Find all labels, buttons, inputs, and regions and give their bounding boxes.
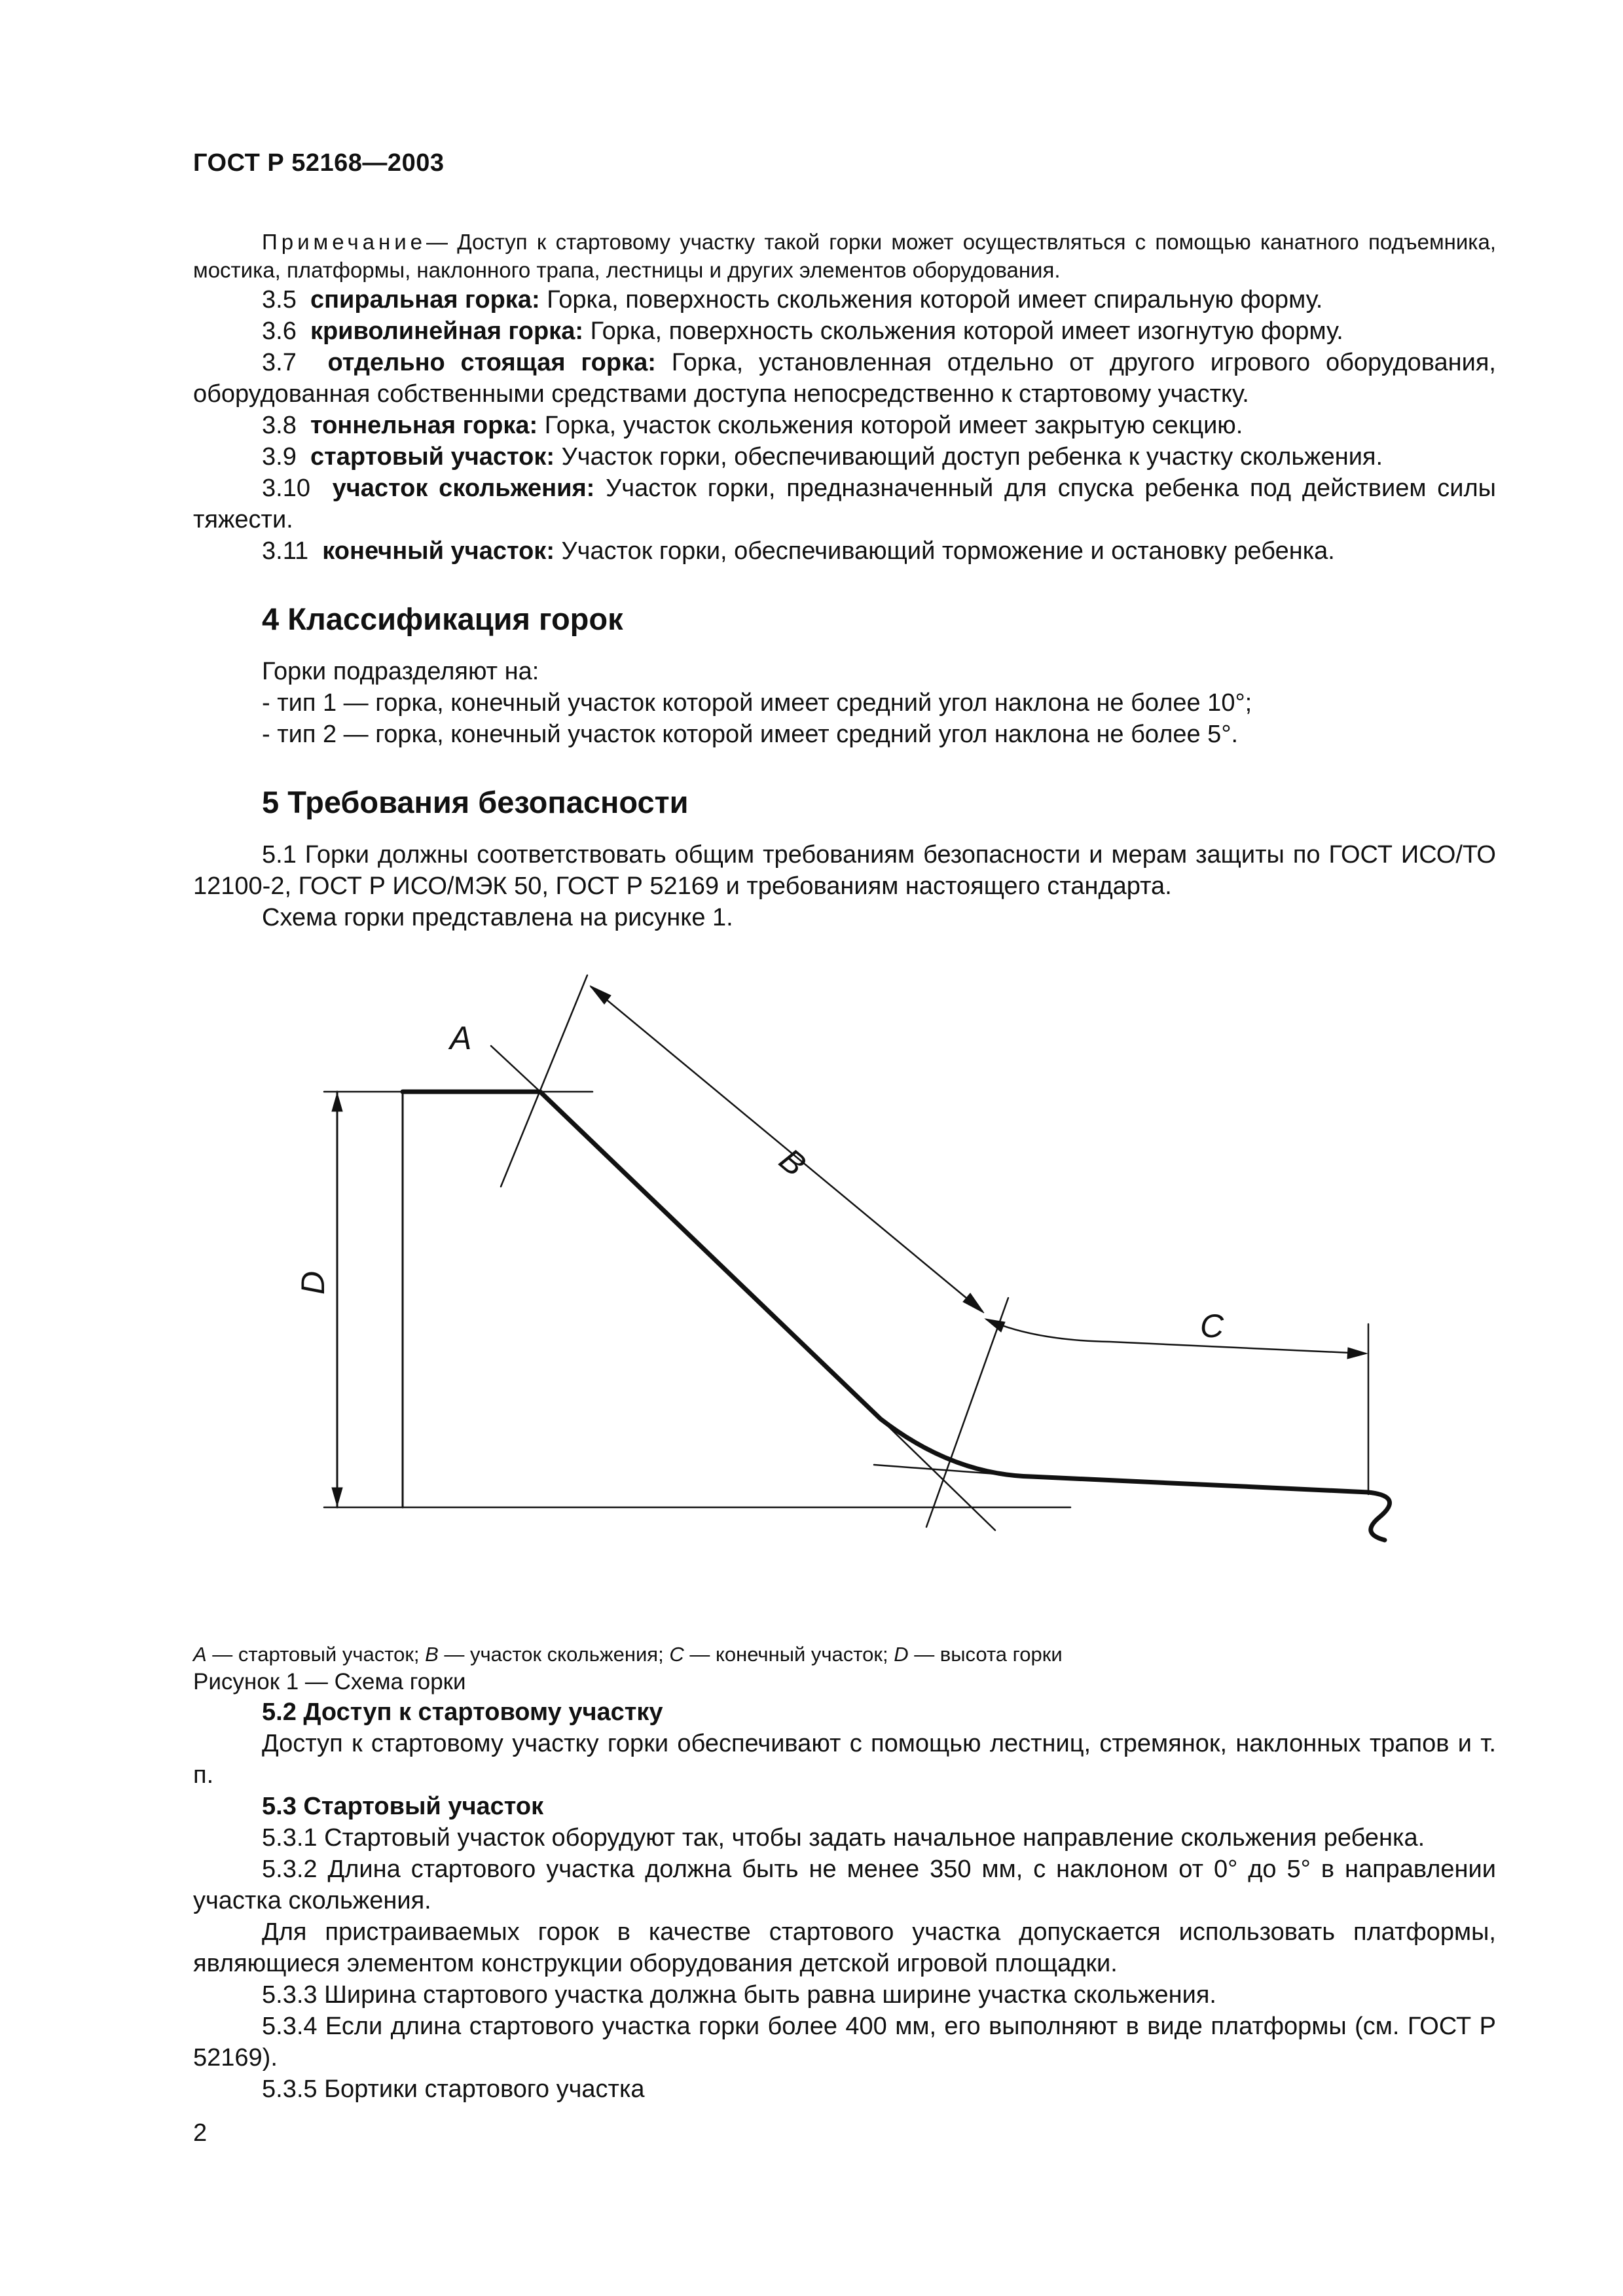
slide-surface bbox=[540, 1092, 1390, 1540]
definition-number: 3.7 bbox=[262, 349, 297, 376]
definition-term: конечный участок: bbox=[322, 537, 555, 565]
section-5-3-3: 5.3.3 Ширина стартового участка должна быть равна ширине участка скольжения. bbox=[262, 1981, 1216, 2009]
definition-term: отдельно стоящая горка: bbox=[327, 349, 656, 376]
figure-legend bbox=[193, 1641, 1496, 1668]
definition-text: Горка, установленная отдельно от другого игрового оборудования, оборудованная собственными средствами доступа непосредственно к стартовому участку. bbox=[193, 349, 1496, 408]
definition-text: Участок горки, обеспечивающий торможение и остановку ребенка. bbox=[561, 537, 1335, 565]
slide-diagram bbox=[193, 948, 1496, 1641]
runout-length-arrow-end bbox=[1347, 1348, 1367, 1359]
label-a: A bbox=[450, 1020, 472, 1056]
section-5-2-heading: 5.2 Доступ к стартовому участку bbox=[262, 1698, 663, 1726]
note-label: Примечание bbox=[262, 230, 427, 254]
legend-key: B bbox=[425, 1643, 439, 1666]
document-body bbox=[193, 228, 1496, 2105]
definition-text: Участок горки, обеспечивающий доступ ребенка к участку скольжения. bbox=[561, 443, 1383, 471]
section-4-item-type-2: - тип 2 — горка, конечный участок которой имеет средний угол наклона не более 5°. bbox=[262, 721, 1239, 748]
runout-length-dimension bbox=[987, 1319, 1365, 1354]
section-5-1-paragraph: 5.1 Горки должны соответствовать общим требованиям безопасности и мерам защиты по ГОСТ ИСО/ТО 12100-2, ГОСТ Р ИСО/МЭК 50, ГОСТ Р 52169 и требованиям настоящего стандарта. bbox=[193, 841, 1496, 900]
legend-text: — высота горки bbox=[908, 1643, 1063, 1666]
definition-term: криволинейная горка: bbox=[310, 317, 583, 345]
section-5-3-2-note: Для пристраиваемых горок в качестве стартового участка допускается использовать платформы, являющиеся элементом конструкции оборудования детской игровой площадки. bbox=[193, 1918, 1496, 1977]
height-arrow-top bbox=[332, 1093, 342, 1111]
section-4-intro: Горки подразделяют на: bbox=[262, 658, 539, 685]
runout-length-arrow-start bbox=[985, 1319, 1005, 1332]
definition-number: 3.9 bbox=[262, 443, 297, 471]
slide-diagram-figure bbox=[193, 948, 1496, 1641]
legend-text: — конечный участок; bbox=[684, 1643, 894, 1666]
legend-text: — участок скольжения; bbox=[438, 1643, 670, 1666]
section-5-heading: 5 Требования безопасности bbox=[262, 785, 689, 819]
definition-number: 3.10 bbox=[262, 475, 310, 502]
definition-term: стартовый участок: bbox=[310, 443, 555, 471]
definition-text: Горка, поверхность скольжения которой имеет спиральную форму. bbox=[547, 286, 1323, 314]
section-4-item-type-1: - тип 1 — горка, конечный участок которой имеет средний угол наклона не более 10°; bbox=[262, 689, 1252, 717]
height-arrow-bottom bbox=[332, 1488, 342, 1506]
section-4-heading: 4 Классификация горок bbox=[262, 601, 623, 636]
section-5-figure-reference: Схема горки представлена на рисунке 1. bbox=[262, 904, 733, 931]
label-b: B bbox=[772, 1141, 813, 1183]
section-5-3-1: 5.3.1 Стартовый участок оборудуют так, чтобы задать начальное направление скольжения ребенка. bbox=[262, 1824, 1425, 1852]
note-paragraph bbox=[193, 228, 1496, 284]
label-a-leader bbox=[491, 1046, 539, 1090]
section-5-3-4: 5.3.4 Если длина стартового участка горки более 400 мм, его выполняют в виде платформы (см. ГОСТ Р 52169). bbox=[193, 2013, 1496, 2072]
section-5-2-text: Доступ к стартовому участку горки обеспечивают с помощью лестниц, стремянок, наклонных трапов и т. п. bbox=[193, 1730, 1496, 1789]
definition-number: 3.6 bbox=[262, 317, 297, 345]
definition-3-11 bbox=[193, 535, 1496, 567]
start-marker-line bbox=[501, 975, 587, 1187]
section-5-3-2: 5.3.2 Длина стартового участка должна быть не менее 350 мм, с наклоном от 0° до 5° в направлении участка скольжения. bbox=[193, 1856, 1496, 1914]
slide-length-arrow-end bbox=[963, 1293, 984, 1313]
definition-3-8 bbox=[193, 410, 1496, 441]
figure-caption: Рисунок 1 — Схема горки bbox=[193, 1669, 466, 1695]
section-5-3-5: 5.3.5 Бортики стартового участка bbox=[262, 2075, 645, 2103]
definition-term: спиральная горка: bbox=[310, 286, 540, 314]
transition-marker-line bbox=[926, 1298, 1008, 1527]
legend-key: C bbox=[669, 1643, 684, 1666]
definition-text: Участок горки, предназначенный для спуска ребенка под действием силы тяжести. bbox=[193, 475, 1496, 533]
definition-3-6 bbox=[193, 315, 1496, 347]
definition-3-9 bbox=[193, 441, 1496, 473]
slide-extension-line bbox=[881, 1419, 995, 1530]
definition-text: Горка, участок скольжения которой имеет закрытую секцию. bbox=[544, 412, 1243, 439]
label-d: D bbox=[295, 1270, 331, 1295]
runout-extension-line bbox=[874, 1465, 1031, 1477]
label-c: C bbox=[1200, 1308, 1224, 1344]
page-number: 2 bbox=[193, 2119, 208, 2147]
legend-text: — стартовый участок; bbox=[206, 1643, 426, 1666]
note-text: — Доступ к стартовому участку такой горки может осуществляться с помощью канатного подъемника, мостика, платформы, наклонного трапа, лестницы и других элементов оборудования. bbox=[193, 230, 1496, 282]
definition-3-7 bbox=[193, 347, 1496, 410]
definition-3-10 bbox=[193, 473, 1496, 535]
document-header: ГОСТ Р 52168—2003 bbox=[193, 149, 445, 177]
definition-3-5 bbox=[193, 284, 1496, 315]
definition-term: тоннельная горка: bbox=[310, 412, 538, 439]
legend-key: D bbox=[894, 1643, 909, 1666]
definition-text: Горка, поверхность скольжения которой имеет изогнутую форму. bbox=[590, 317, 1343, 345]
definition-number: 3.8 bbox=[262, 412, 297, 439]
definition-term: участок скольжения: bbox=[332, 475, 595, 502]
slide-length-dimension bbox=[591, 987, 982, 1311]
legend-key: A bbox=[193, 1643, 207, 1666]
definition-number: 3.11 bbox=[262, 537, 309, 565]
section-5-3-heading: 5.3 Стартовый участок bbox=[262, 1793, 544, 1820]
definition-number: 3.5 bbox=[262, 286, 297, 314]
